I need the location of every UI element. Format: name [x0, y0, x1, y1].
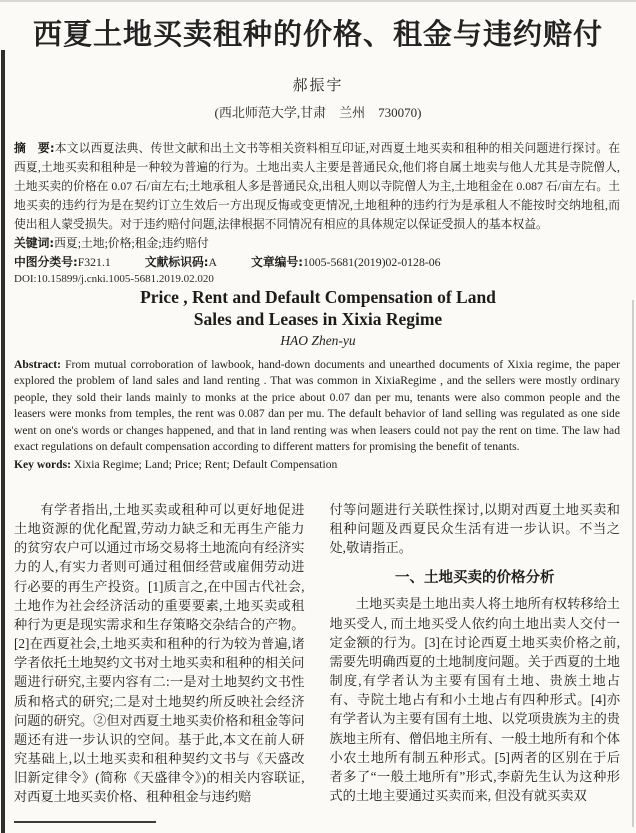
keywords-en-label: Key words: — [14, 458, 71, 472]
keywords-cn-text: 西夏;土地;价格;租金;违约赔付 — [54, 236, 209, 250]
document-code-label: 文献标识码: — [144, 255, 209, 269]
article-title-cn: 西夏土地买卖租种的价格、租金与违约赔付 — [32, 17, 603, 51]
author-name-cn: 郝振宇 — [292, 78, 344, 94]
keywords-en — [14, 457, 620, 473]
article-id — [251, 255, 441, 269]
footnote-divider — [14, 821, 156, 823]
classification-line — [14, 253, 620, 271]
article-title-en-line1: Price , Rent and Default Compensation of Land — [140, 287, 496, 307]
keywords-en-text: Xixia Regime; Land; Price; Rent; Default Compensation — [73, 458, 338, 472]
doi-line: DOI:10.15899/j.cnki.1005-5681.2019.02.020 — [14, 273, 214, 285]
right-column — [330, 500, 621, 807]
english-abstract-block — [14, 357, 620, 474]
front-matter-block — [14, 139, 620, 287]
intro-paragraph-continuation: 付等问题进行关联性探讨,以期对西夏土地买卖和租种问题及西夏民众生活有进一步认识。不当之处,敬请指正。 — [329, 502, 620, 556]
clc-label: 中图分类号: — [14, 255, 78, 269]
section-1-heading: 一、土地买卖的价格分析 — [395, 570, 555, 587]
keywords-cn — [14, 234, 620, 253]
left-column — [14, 500, 305, 807]
abstract-en-text: From mutual corroboration of lawbook, hand-down documents and unearthed documents of Xixia regime, the paper explored the problem of land sales and land renting . That was common in XixiaRegime , and the sellers were mostly ordinary people, they sold their lands mainly to monks at the price about 0.07 dan per mu, tenants were also common people and the leasers were monks from temples, the rent was 0.087 dan per mu. The default behavior of land selling was regulated as one side went on one's words or changes happened, and that in land renting was when leasers could not pay the rent on time. The law had exact regulations on default compensation according to different matters for promising the benefit of tenants. — [14, 358, 620, 454]
document-code-value: A — [208, 255, 218, 269]
clc-value: F321.1 — [77, 255, 111, 269]
scan-edge-left — [1, 50, 5, 833]
intro-paragraph: 有学者指出,土地买卖或租种可以更好地促进土地资源的优化配置,劳动力缺乏和无再生产能力的贫穷农户可以通过市场交易将土地流向有经济实力的人,有实力者则可通过租佃经营或雇佣劳动进行必要的再生产投资。[1]质言之,在中国古代社会,土地作为社会经济活动的重要要素,土地买卖或租种行为更是现实需求和生存策略交杂结合的产物。[2]在西夏社会,土地买卖和租种的行为较为普遍,诸学者依托土地契约文书对土地买卖和租种的相关问题进行研究,主要内容有二:一是对土地契约文书性质和格式的研究;二是对土地契约所反映社会经济问题的研究。②但对西夏土地买卖价格和租金等问题还有进一步认识的空间。基于此,本文在前人研究基础上,以土地买卖和租种契约文书与《天盛改旧新定律令》(简称《天盛律令》)的相关内容联证,对西夏土地买卖价格、租种租金与违约赔 — [14, 502, 305, 805]
abstract-cn — [14, 139, 620, 234]
article-id-value: 1005-5681(2019)02-0128-06 — [302, 255, 441, 269]
article-id-label: 文章编号: — [251, 255, 303, 269]
abstract-en — [14, 357, 620, 455]
keywords-cn-label: 关键词: — [14, 236, 55, 250]
article-title-en — [20, 287, 616, 330]
author-name-en: HAO Zhen-yu — [280, 333, 356, 348]
document-code — [145, 255, 217, 269]
article-title-en-line2: Sales and Leases in Xixia Regime — [193, 308, 443, 329]
abstract-cn-label: 摘 要: — [14, 141, 55, 155]
body-columns — [14, 500, 620, 807]
author-affiliation: (西北师范大学,甘肃 兰州 730070) — [214, 105, 422, 120]
scan-edge-right — [632, 300, 634, 827]
abstract-en-label: Abstract: — [14, 358, 62, 371]
clc-number — [14, 255, 111, 269]
section-1-paragraph: 土地买卖是土地出卖人将土地所有权转移给土地买受人, 而土地买受人依约向土地出卖人交付一定金额的行为。[3]在讨论西夏土地买卖价格之前,需要先明确西夏的土地制度问题。关于西夏的土地制度,有学者认为主要有国有土地、贵族土地占有、寺院土地占有和小土地占有四种形式。[4]亦有学者认为主要有国有土地、以党项贵族为主的贵族地主所有、僧侣地主所有、一般土地所有和个体小农土地所有制五种形式。[5]两者的区别在于后者多了“一般土地所有”形式,李蔚先生认为这种形式的土地主要通过买卖而来, 但没有就买卖双 — [329, 596, 620, 804]
scan-edge-top — [0, 0, 636, 2]
abstract-cn-text: 本文以西夏法典、传世文献和出土文书等相关资料相互印证,对西夏土地买卖和租种的相关问题进行探讨。在西夏,土地买卖和租种是一种较为普遍的行为。土地出卖人主要是普通民众,他们将自属土地卖与他人尤其是寺院僧人,土地买卖的价格在 0.07 石/亩左右;土地承租人多是普通民众,出租人则以寺院僧人为主,土地租金在 0.087 石/亩左右。土地买卖的违约行为是在契约订立生效后一方出现反悔或变更情况,土地租种的违约行为是承租人不能按时交纳地租,而使出租人蒙受损失。对于违约赔付问题,法律根据不同情况有相应的具体规定以保证受损人的基本权益。 — [14, 141, 621, 231]
